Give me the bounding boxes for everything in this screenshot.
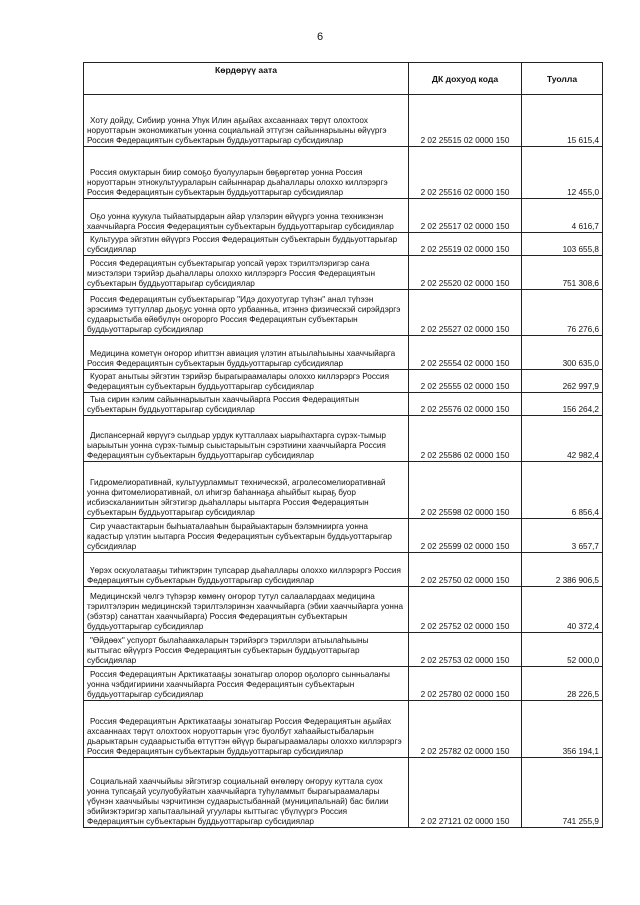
row-amount: 156 264,2 (522, 393, 603, 416)
row-code: 2 02 25555 02 0000 150 (409, 370, 522, 393)
row-name (84, 462, 409, 519)
row-amount: 356 194,1 (522, 701, 603, 758)
row-name (84, 519, 409, 553)
row-code: 2 02 25753 02 0000 150 (409, 633, 522, 667)
row-code: 2 02 25599 02 0000 150 (409, 519, 522, 553)
row-name (84, 667, 409, 701)
row-code: 2 02 25782 02 0000 150 (409, 701, 522, 758)
row-amount: 262 997,9 (522, 370, 603, 393)
row-name-text: Россия Федерациятын Арктикатааҕы зонатыгар олорор оҕолорго сынньалаҥы уонна чэбдигириини хааччыйарга Россия Федерациятын субъектарын буддьуоттарыгар субсидиялар (87, 670, 390, 699)
row-code: 2 02 25517 02 0000 150 (409, 199, 522, 233)
table-row (84, 233, 603, 256)
row-name (84, 256, 409, 290)
column-header-name: Көрдөрүү аата (84, 63, 409, 95)
row-name-text: Медицина кометүн оҥорор иһиттэн авиация үлэтин атыылаһыыны хааччыйарга Россия Федерациятын субъектарын буддьуоттарыгар субсидиялар (87, 349, 396, 368)
budget-table (83, 62, 603, 828)
row-name-text: "Өйдөөх" успуорт былаһааккаларын тэрийэргэ тэриллэри атыылаһыыны кыттыгас өйүүргэ Россия Федерациятын субъектарын буддьуоттарыгар субсидиялар (87, 636, 369, 665)
row-name-text: Тыа сирин кэлим сайыннарыытын хааччыйарга Россия Федерациятын субъектарын буддьуоттарыгар субсидиялар (87, 395, 359, 414)
row-code: 2 02 25752 02 0000 150 (409, 587, 522, 633)
table-row (84, 256, 603, 290)
row-name-text: Диспансернай көрүүгэ сылдьар урдук кутталлаах ыарыһахтарга сүрэх-тымыр ыарыытын уонна сүрэх-тымыр сыыстарыытын сэрэтиини хааччыйарга Россия Федерациятын субъектарын буддьуоттарыгар субсидиялар (87, 431, 386, 460)
row-name-text: Оҕо уонна куукула тыйаатырдарын айар үлэлэрин өйүүргэ уонна техникэнэн хааччыйарга Россия Федерациятын субъектарын буддьуоттарыгар субсидиялар (87, 212, 394, 231)
column-header-code: ДК дохуод кода (409, 63, 522, 95)
table-row (84, 553, 603, 587)
row-code: 2 02 25576 02 0000 150 (409, 393, 522, 416)
table-row (84, 758, 603, 828)
table-row (84, 519, 603, 553)
row-code: 2 02 25520 02 0000 150 (409, 256, 522, 290)
row-name (84, 147, 409, 199)
table-row (84, 95, 603, 147)
row-amount: 2 386 906,5 (522, 553, 603, 587)
row-amount: 751 308,6 (522, 256, 603, 290)
row-name (84, 633, 409, 667)
row-amount: 6 856,4 (522, 462, 603, 519)
row-code: 2 02 25750 02 0000 150 (409, 553, 522, 587)
row-amount: 42 982,4 (522, 416, 603, 462)
row-amount: 3 657,7 (522, 519, 603, 553)
row-code: 2 02 25515 02 0000 150 (409, 95, 522, 147)
row-name (84, 95, 409, 147)
table-row (84, 147, 603, 199)
row-amount: 12 455,0 (522, 147, 603, 199)
row-name-text: Сир учаастактарын быһыаталааһын бырайыактарын бэлэмниирга уонна кадастыр үлэтин ыытарга Россия Федерациятын субъектарын буддьуоттарыгар субсидиялар (87, 522, 392, 551)
row-amount: 40 372,4 (522, 587, 603, 633)
row-name-text: Социальнай хааччыйыы эйгэтигэр социальнай өҥөлөрү оҥоруу куттала суох уонна тупсаҕай усулуобуйатын хааччыйарга туһуламмыт бырагыраамалары үбүнэн хааччыйыы чэрчитинэн судаарыстыбаннай (муниципальнай) бас билии эбийиэктэригэр хапытаалынай угуулары кыттыгас үбүлүүргэ Россия Федерациятын субъектарын буддьуоттарыгар субсидиялар (87, 777, 389, 826)
table-row (84, 199, 603, 233)
row-name-text: Медицинскэй чөлгэ түһэрэр көмөнү оҥорор тутул салаалардаах медицина тэрилтэлэрин медицинскэй тэрилтэлэринэн хааччыйарга (эбии хааччыйарга уонна (эбэтэр) санаттан хааччыйарга) Россия Федерациятын субъектарын буддьуоттарыгар субсидиялар (87, 592, 404, 631)
row-name-text: Хоту дойду, Сибиир уонна Уһук Илин аҕыйах ахсааннаах төрүт олохтоох норуоттарын экономикатын уонна социальнай эттүгэн сайыннарыыны өйүүргэ Россия Федерациятын субъектарын буддьуоттарыгар субсидиялар (87, 116, 387, 145)
row-name (84, 587, 409, 633)
row-name-text: Россия Федерациятын Арктикатааҕы зонатыгар Россия Федерациятын аҕыйах ахсааннаах төрүт олохтоох норуоттарын үгэс буолбут хаһаайыстыбаларын дьарыктарын судаарыстыба өттүттэн өйүүр бырагыраамалары олоххо киллэрэргэ Россия Федерациятын субъектарын буддьуоттарыгар субсидиялар (87, 717, 402, 756)
table-row (84, 416, 603, 462)
row-name (84, 553, 409, 587)
table-row (84, 290, 603, 336)
table-row (84, 370, 603, 393)
row-code: 2 02 25598 02 0000 150 (409, 462, 522, 519)
row-name-text: Гидромелиоративнай, культуурламмыт техническэй, агролесомелиоративнай уонна фитомелиоративнай, ол иһигэр баһаннаҕа аһыйбыт кыраҕ буор исбиэскаланиитын эйгэтигэр дьаһаллары ыытарга Россия Федерациятын субъектарын буддьуоттарыгар субсидиялар (87, 478, 386, 517)
row-code: 2 02 25780 02 0000 150 (409, 667, 522, 701)
row-amount: 76 276,6 (522, 290, 603, 336)
table-row (84, 462, 603, 519)
table-row (84, 587, 603, 633)
row-name-text: Куорат анытыы эйгэтин тэрийэр бырагыраамалары олоххо киллэрэргэ Россия Федерациятын субъектарын буддьуоттарыгар субсидиялар (87, 372, 390, 391)
row-code: 2 02 25554 02 0000 150 (409, 336, 522, 370)
table-row (84, 393, 603, 416)
table-header-row (84, 63, 603, 95)
row-name-text: Үөрэх оскуолатааҕы тиһиктэрин тупсарар дьаһаллары олоххо киллэрэргэ Россия Федерациятын субъектарын буддьуоттарыгар субсидиялар (87, 566, 401, 585)
row-name-text: Россия омуктарын биир сомоҕо буолууларын бөҕөргөтөр уонна Россия норуоттарын этнокультуураларын сайыннарар дьаһаллары олоххо киллэрэргэ Россия Федерациятын субъектарын буддьуоттарыгар субсидиялар (87, 168, 388, 197)
row-amount: 103 655,8 (522, 233, 603, 256)
row-code: 2 02 25586 02 0000 150 (409, 416, 522, 462)
row-name (84, 370, 409, 393)
page-number: 6 (316, 31, 324, 43)
row-name (84, 701, 409, 758)
table-row (84, 336, 603, 370)
row-amount: 300 635,0 (522, 336, 603, 370)
row-name (84, 416, 409, 462)
row-name-text: Россия Федерациятын субъектарыгар уопсай үөрэх тэрилтэлэригэр саҥа миэстэлэри тэрийэр дьаһаллары олоххо киллэрэргэ Россия Федерациятын субъектарын буддьуоттарыгар субсидиялар (87, 259, 375, 288)
row-amount: 15 615,4 (522, 95, 603, 147)
row-code: 2 02 25516 02 0000 150 (409, 147, 522, 199)
row-amount: 4 616,7 (522, 199, 603, 233)
row-name (84, 393, 409, 416)
row-name (84, 336, 409, 370)
row-name (84, 199, 409, 233)
column-header-amount: Туолла (522, 63, 603, 95)
table-row (84, 701, 603, 758)
row-name-text: Культуура эйгэтин өйүүргэ Россия Федерациятын субъектарын буддьуоттарыгар субсидиялар (87, 235, 398, 254)
row-name (84, 758, 409, 828)
row-name-text: Россия Федерациятын субъектарыгар "Идэ дохуотугар түһэн" анал түһээн эрэсиимэ туттуллар дьоҕус уонна орто урбаанньа, итэннэ физическэй сирэйдэргэ судаарыстыба өйөбүлүн оҥорорго Россия Федерациятын субъектарын буддьуоттарыгар субсидиялар (87, 295, 401, 334)
row-name (84, 290, 409, 336)
row-code: 2 02 27121 02 0000 150 (409, 758, 522, 828)
row-amount: 741 255,9 (522, 758, 603, 828)
row-amount: 52 000,0 (522, 633, 603, 667)
row-code: 2 02 25527 02 0000 150 (409, 290, 522, 336)
table-row (84, 667, 603, 701)
table-row (84, 633, 603, 667)
row-code: 2 02 25519 02 0000 150 (409, 233, 522, 256)
row-amount: 28 226,5 (522, 667, 603, 701)
row-name (84, 233, 409, 256)
